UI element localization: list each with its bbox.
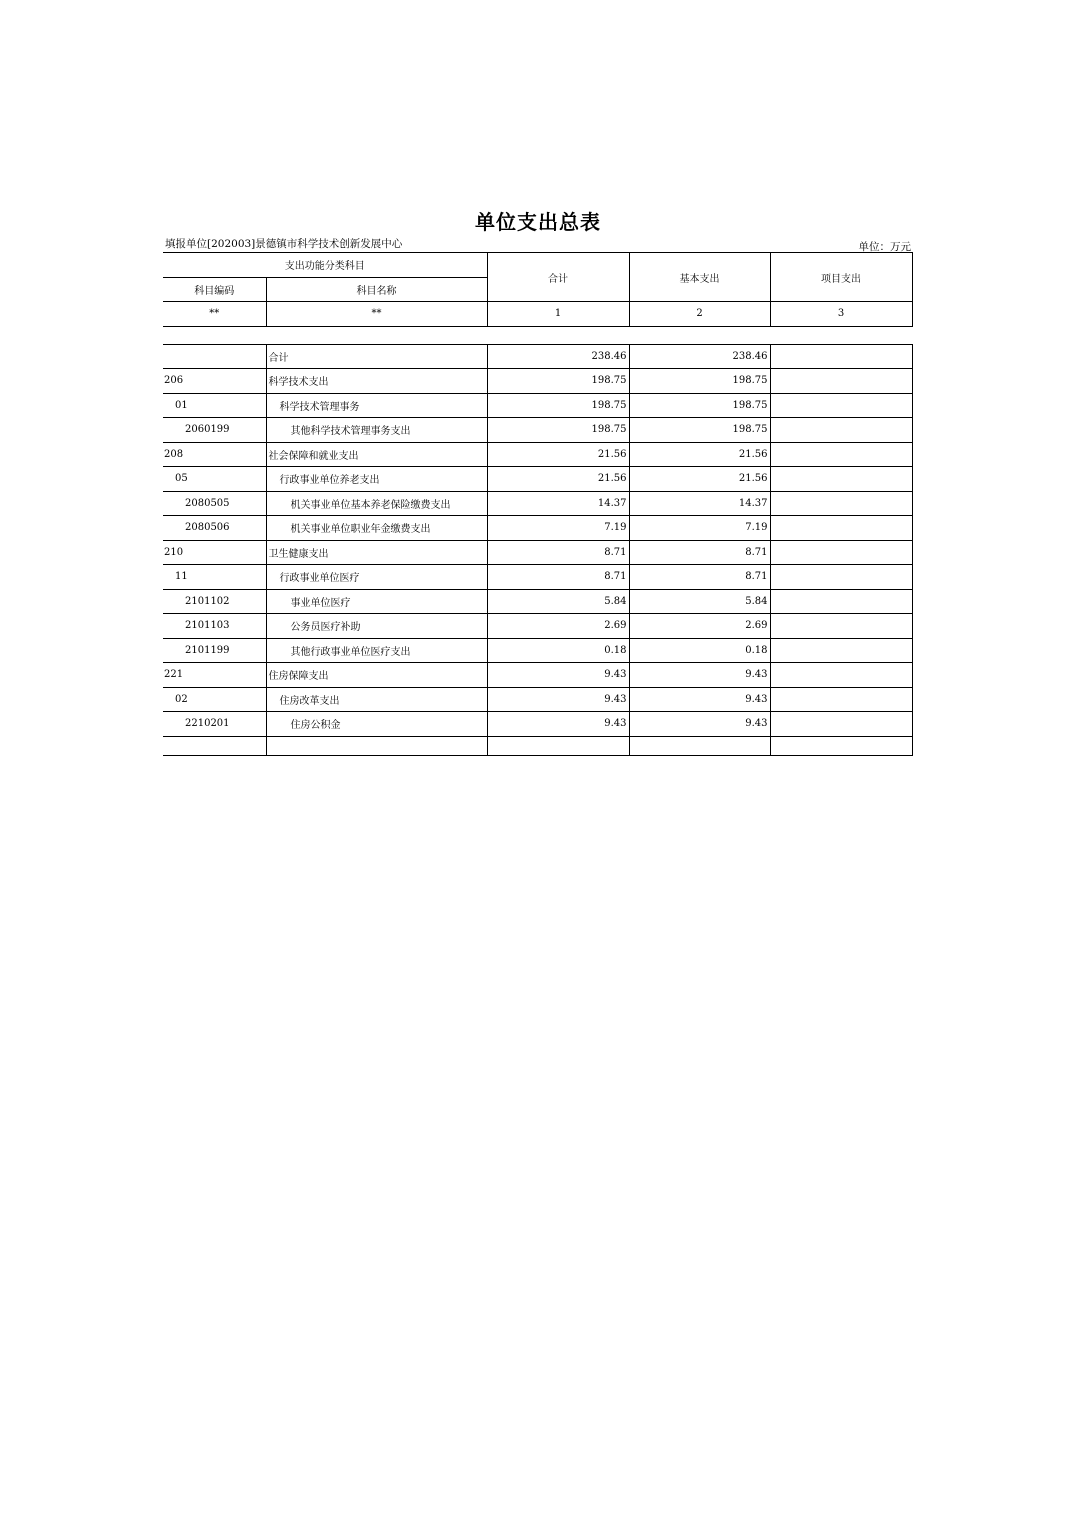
row-basic: 21.56 bbox=[629, 442, 770, 467]
row-total: 8.71 bbox=[487, 565, 629, 590]
table-row bbox=[163, 712, 912, 737]
row-code: 2060199 bbox=[163, 418, 266, 443]
row-name: 行政事业单位医疗 bbox=[266, 565, 487, 590]
row-code: 206 bbox=[163, 369, 266, 394]
row-basic: 14.37 bbox=[629, 491, 770, 516]
header-function-group: 支出功能分类科目 bbox=[163, 253, 487, 278]
row-basic: 198.75 bbox=[629, 369, 770, 394]
header-total: 合计 bbox=[487, 253, 629, 302]
row-total: 21.56 bbox=[487, 442, 629, 467]
table-row bbox=[163, 344, 912, 369]
row-name: 住房改革支出 bbox=[266, 687, 487, 712]
row-code bbox=[163, 344, 266, 369]
table-row bbox=[163, 589, 912, 614]
row-basic: 2.69 bbox=[629, 614, 770, 639]
row-code: 02 bbox=[163, 687, 266, 712]
row-basic: 238.46 bbox=[629, 344, 770, 369]
row-name: 行政事业单位养老支出 bbox=[266, 467, 487, 492]
row-code: 2101103 bbox=[163, 614, 266, 639]
row-code: 208 bbox=[163, 442, 266, 467]
row-basic: 21.56 bbox=[629, 467, 770, 492]
row-project bbox=[770, 589, 912, 614]
row-project bbox=[770, 565, 912, 590]
row-project bbox=[770, 344, 912, 369]
row-project bbox=[770, 418, 912, 443]
table-row bbox=[163, 565, 912, 590]
table-row bbox=[163, 663, 912, 688]
row-total: 5.84 bbox=[487, 589, 629, 614]
row-project bbox=[770, 712, 912, 737]
row-basic: 9.43 bbox=[629, 687, 770, 712]
row-code: 01 bbox=[163, 393, 266, 418]
row-basic: 9.43 bbox=[629, 663, 770, 688]
row-total: 238.46 bbox=[487, 344, 629, 369]
table-row bbox=[163, 516, 912, 541]
table-row bbox=[163, 442, 912, 467]
row-total: 21.56 bbox=[487, 467, 629, 492]
row-basic: 0.18 bbox=[629, 638, 770, 663]
table-row bbox=[163, 491, 912, 516]
row-project bbox=[770, 638, 912, 663]
row-project bbox=[770, 491, 912, 516]
row-name: 合计 bbox=[266, 344, 487, 369]
report-meta bbox=[163, 236, 912, 252]
table-row bbox=[163, 638, 912, 663]
row-total: 14.37 bbox=[487, 491, 629, 516]
index-basic: 2 bbox=[629, 302, 770, 327]
row-total bbox=[487, 736, 629, 755]
header-row-group bbox=[163, 253, 912, 278]
row-code: 11 bbox=[163, 565, 266, 590]
row-basic: 8.71 bbox=[629, 565, 770, 590]
index-name: ** bbox=[266, 302, 487, 327]
row-basic: 5.84 bbox=[629, 589, 770, 614]
row-code: 2080506 bbox=[163, 516, 266, 541]
row-name: 事业单位医疗 bbox=[266, 589, 487, 614]
row-total: 9.43 bbox=[487, 712, 629, 737]
header-basic: 基本支出 bbox=[629, 253, 770, 302]
table-row bbox=[163, 467, 912, 492]
table-row bbox=[163, 687, 912, 712]
row-code: 05 bbox=[163, 467, 266, 492]
expenditure-table bbox=[163, 252, 913, 756]
table-row bbox=[163, 614, 912, 639]
index-spacer-cell bbox=[163, 326, 912, 344]
row-basic: 7.19 bbox=[629, 516, 770, 541]
row-code bbox=[163, 736, 266, 755]
table-row bbox=[163, 369, 912, 394]
row-project bbox=[770, 393, 912, 418]
table-row bbox=[163, 540, 912, 565]
row-total: 2.69 bbox=[487, 614, 629, 639]
reporting-unit: 填报单位[202003]景德镇市科学技术创新发展中心 bbox=[165, 238, 403, 250]
index-total: 1 bbox=[487, 302, 629, 327]
table-row bbox=[163, 418, 912, 443]
row-code: 2080505 bbox=[163, 491, 266, 516]
row-name: 机关事业单位职业年金缴费支出 bbox=[266, 516, 487, 541]
row-name: 科学技术支出 bbox=[266, 369, 487, 394]
row-code: 221 bbox=[163, 663, 266, 688]
row-project bbox=[770, 442, 912, 467]
row-total: 8.71 bbox=[487, 540, 629, 565]
row-name: 公务员医疗补助 bbox=[266, 614, 487, 639]
index-project: 3 bbox=[770, 302, 912, 327]
row-name: 其他科学技术管理事务支出 bbox=[266, 418, 487, 443]
row-name: 住房保障支出 bbox=[266, 663, 487, 688]
row-code: 2101199 bbox=[163, 638, 266, 663]
row-code: 2210201 bbox=[163, 712, 266, 737]
row-total: 7.19 bbox=[487, 516, 629, 541]
row-project bbox=[770, 614, 912, 639]
row-name: 住房公积金 bbox=[266, 712, 487, 737]
row-basic bbox=[629, 736, 770, 755]
row-project bbox=[770, 663, 912, 688]
row-total: 198.75 bbox=[487, 369, 629, 394]
row-basic: 198.75 bbox=[629, 393, 770, 418]
header-project: 项目支出 bbox=[770, 253, 912, 302]
row-project bbox=[770, 540, 912, 565]
header-code: 科目编码 bbox=[163, 277, 266, 302]
row-total: 9.43 bbox=[487, 687, 629, 712]
row-name bbox=[266, 736, 487, 755]
page-title: 单位支出总表 bbox=[475, 210, 601, 234]
currency-unit: 单位：万元 bbox=[858, 241, 911, 253]
row-project bbox=[770, 687, 912, 712]
header-name: 科目名称 bbox=[266, 277, 487, 302]
row-project bbox=[770, 516, 912, 541]
row-name: 卫生健康支出 bbox=[266, 540, 487, 565]
row-project bbox=[770, 369, 912, 394]
row-basic: 9.43 bbox=[629, 712, 770, 737]
row-basic: 8.71 bbox=[629, 540, 770, 565]
table-row bbox=[163, 393, 912, 418]
row-total: 198.75 bbox=[487, 418, 629, 443]
row-project bbox=[770, 736, 912, 755]
row-name: 科学技术管理事务 bbox=[266, 393, 487, 418]
index-spacer-row bbox=[163, 326, 912, 344]
row-code: 2101102 bbox=[163, 589, 266, 614]
row-name: 机关事业单位基本养老保险缴费支出 bbox=[266, 491, 487, 516]
row-total: 0.18 bbox=[487, 638, 629, 663]
row-total: 198.75 bbox=[487, 393, 629, 418]
table-row bbox=[163, 736, 912, 755]
row-name: 其他行政事业单位医疗支出 bbox=[266, 638, 487, 663]
row-name: 社会保障和就业支出 bbox=[266, 442, 487, 467]
row-project bbox=[770, 467, 912, 492]
row-code: 210 bbox=[163, 540, 266, 565]
row-basic: 198.75 bbox=[629, 418, 770, 443]
index-code: ** bbox=[163, 302, 266, 327]
row-total: 9.43 bbox=[487, 663, 629, 688]
index-row bbox=[163, 302, 912, 327]
